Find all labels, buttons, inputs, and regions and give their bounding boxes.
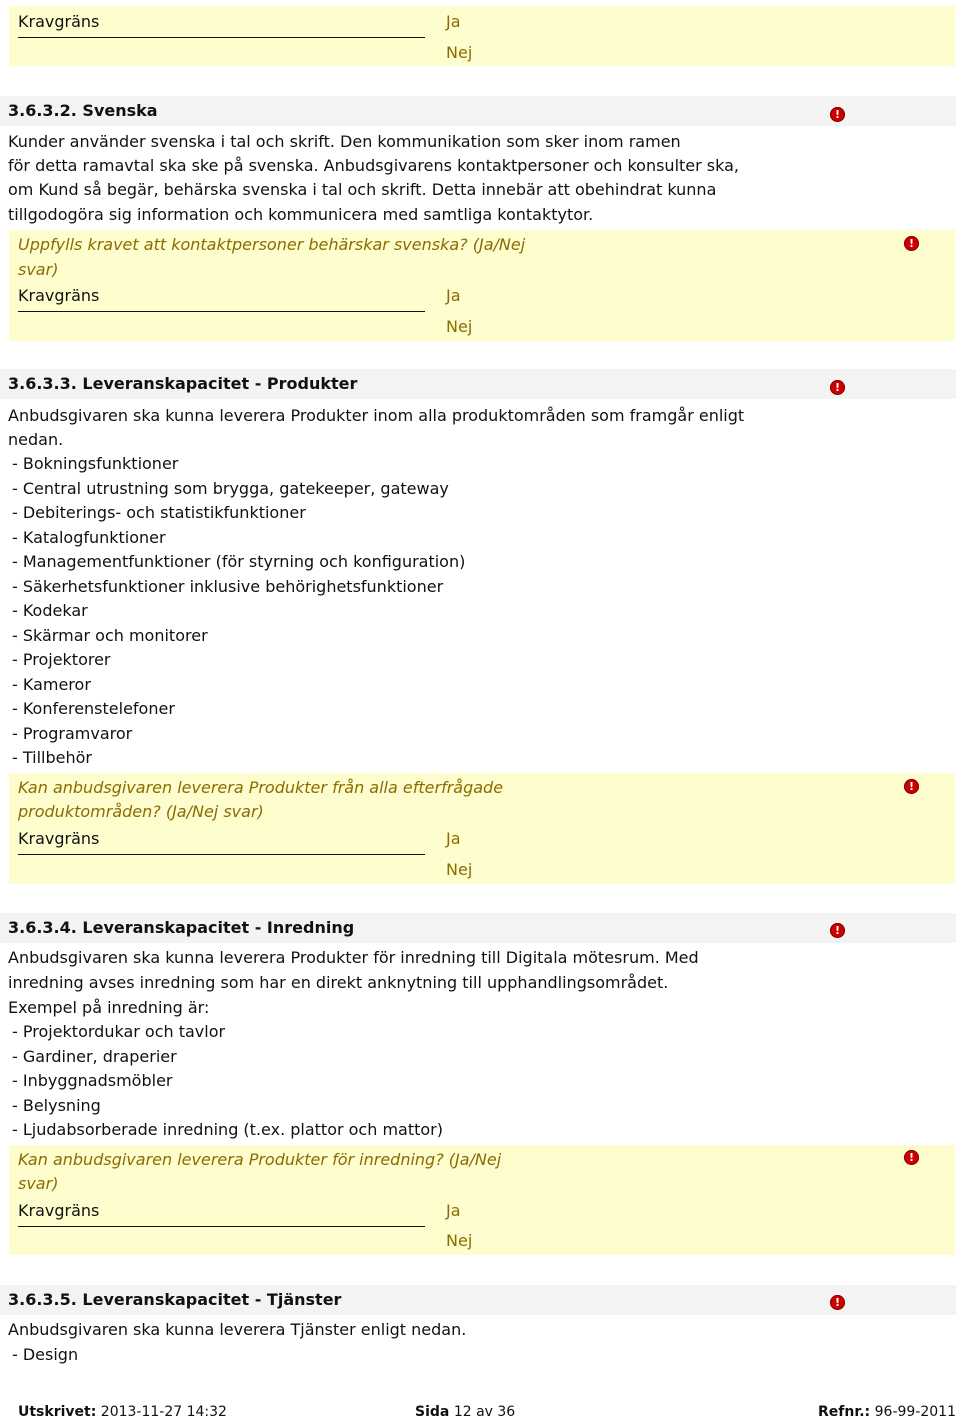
- option-ja[interactable]: Ja: [446, 1201, 461, 1220]
- question-text: Kan anbudsgivaren leverera Produkter för inredning? (Ja/Nej: [18, 1150, 502, 1169]
- paragraph-line: Anbudsgivaren ska kunna leverera Produkter för inredning till Digitala mötesrum. Med: [8, 948, 699, 967]
- printed-label: Utskrivet:: [18, 1404, 97, 1420]
- refnr-label: Refnr.:: [818, 1404, 871, 1420]
- section-heading: 3.6.3.4. Leveranskapacitet - Inredning: [8, 918, 355, 937]
- page-label: Sida: [415, 1404, 450, 1420]
- warning-icon: !: [830, 107, 845, 122]
- option-nej[interactable]: Nej: [446, 860, 473, 879]
- list-item: - Konferenstelefoner: [12, 699, 175, 718]
- page-value: 12 av 36: [453, 1404, 516, 1420]
- question-text: Kan anbudsgivaren leverera Produkter från alla efterfrågade: [18, 778, 504, 797]
- list-item: - Managementfunktioner (för styrning och konfiguration): [12, 552, 466, 571]
- paragraph-line: nedan.: [8, 430, 64, 449]
- refnr-value: 96-99-2011: [874, 1404, 956, 1420]
- paragraph-line: Kunder använder svenska i tal och skrift. Den kommunikation som sker inom ramen: [8, 132, 681, 151]
- section-heading: 3.6.3.3. Leveranskapacitet - Produkter: [8, 374, 358, 393]
- list-item: - Inbyggnadsmöbler: [12, 1071, 173, 1090]
- kravgrans-label: Kravgräns: [18, 286, 100, 305]
- option-ja[interactable]: Ja: [446, 12, 461, 31]
- option-nej[interactable]: Nej: [446, 43, 473, 62]
- kravgrans-input-line[interactable]: [18, 1226, 425, 1227]
- paragraph-line: inredning avses inredning som har en direkt anknytning till upphandlingsområdet.: [8, 973, 669, 992]
- paragraph-line: Exempel på inredning är:: [8, 998, 210, 1017]
- list-item: - Debiterings- och statistikfunktioner: [12, 503, 306, 522]
- list-item: - Projektorer: [12, 650, 111, 669]
- paragraph-line: tillgodogöra sig information och kommunicera med samtliga kontaktytor.: [8, 205, 594, 224]
- footer-page: [415, 1403, 515, 1421]
- question-text: Uppfylls kravet att kontaktpersoner behärskar svenska? (Ja/Nej: [18, 235, 526, 254]
- option-ja[interactable]: Ja: [446, 286, 461, 305]
- option-nej[interactable]: Nej: [446, 317, 473, 336]
- kravgrans-label: Kravgräns: [18, 829, 100, 848]
- footer-printed: [18, 1403, 227, 1421]
- kravgrans-input-line[interactable]: [18, 37, 425, 38]
- list-item: - Säkerhetsfunktioner inklusive behörighetsfunktioner: [12, 577, 444, 596]
- list-item: - Design: [12, 1345, 79, 1364]
- answer-box-top: [9, 6, 955, 66]
- list-item: - Belysning: [12, 1096, 101, 1115]
- paragraph-line: om Kund så begär, behärska svenska i tal och skrift. Detta innebär att obehindrat kunna: [8, 180, 717, 199]
- kravgrans-label: Kravgräns: [18, 1201, 100, 1220]
- question-text: svar): [18, 260, 59, 279]
- question-text: produktområden? (Ja/Nej svar): [18, 802, 264, 821]
- section-heading: 3.6.3.2. Svenska: [8, 101, 158, 120]
- section-heading: 3.6.3.5. Leveranskapacitet - Tjänster: [8, 1290, 342, 1309]
- footer-refnr: [818, 1403, 956, 1421]
- kravgrans-label: Kravgräns: [18, 12, 100, 31]
- list-item: - Kodekar: [12, 601, 88, 620]
- list-item: - Skärmar och monitorer: [12, 626, 208, 645]
- list-item: - Projektordukar och tavlor: [12, 1022, 226, 1041]
- warning-icon: !: [830, 380, 845, 395]
- list-item: - Ljudabsorberade inredning (t.ex. plattor och mattor): [12, 1120, 443, 1139]
- list-item: - Gardiner, draperier: [12, 1047, 177, 1066]
- list-item: - Tillbehör: [12, 748, 92, 767]
- option-ja[interactable]: Ja: [446, 829, 461, 848]
- list-item: - Katalogfunktioner: [12, 528, 166, 547]
- paragraph-line: Anbudsgivaren ska kunna leverera Produkter inom alla produktområden som framgår enligt: [8, 406, 745, 425]
- warning-icon: !: [904, 236, 919, 251]
- list-item: - Central utrustning som brygga, gatekeeper, gateway: [12, 479, 449, 498]
- warning-icon: !: [904, 779, 919, 794]
- paragraph-line: Anbudsgivaren ska kunna leverera Tjänster enligt nedan.: [8, 1320, 467, 1339]
- warning-icon: !: [830, 1295, 845, 1310]
- list-item: - Kameror: [12, 675, 91, 694]
- kravgrans-input-line[interactable]: [18, 854, 425, 855]
- printed-value: 2013-11-27 14:32: [100, 1404, 227, 1420]
- list-item: - Programvaror: [12, 724, 133, 743]
- warning-icon: !: [904, 1150, 919, 1165]
- list-item: - Bokningsfunktioner: [12, 454, 179, 473]
- paragraph-line: för detta ramavtal ska ske på svenska. Anbudsgivarens kontaktpersoner och konsulter ska,: [8, 156, 740, 175]
- option-nej[interactable]: Nej: [446, 1231, 473, 1250]
- warning-icon: !: [830, 923, 845, 938]
- kravgrans-input-line[interactable]: [18, 311, 425, 312]
- question-text: svar): [18, 1174, 59, 1193]
